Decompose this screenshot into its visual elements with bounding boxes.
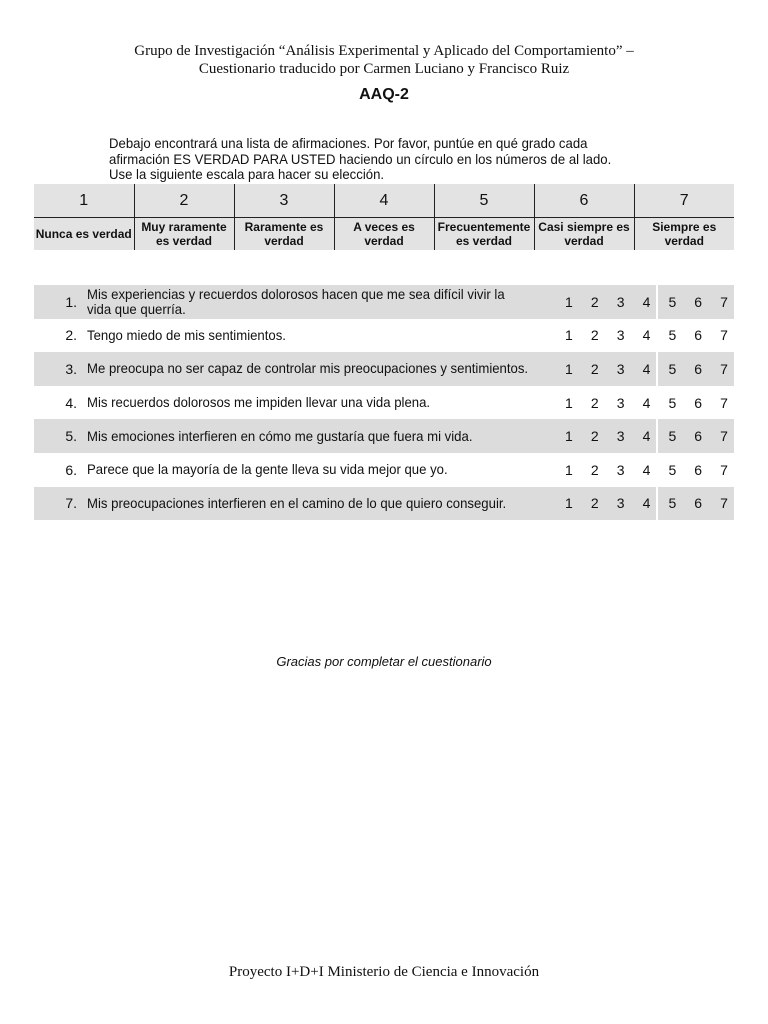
rating-option[interactable]: 6 [694,293,703,310]
rating-option[interactable]: 7 [720,293,728,310]
rating-option[interactable]: 4 [642,394,651,411]
rating-options [556,352,734,386]
header-line-1: Grupo de Investigación “Análisis Experimental y Aplicado del Comportamiento” – [134,43,634,59]
rating-option[interactable]: 6 [694,394,703,411]
item-number: 3. [65,360,77,377]
rating-option[interactable]: 3 [616,461,625,478]
rating-option[interactable]: 4 [642,360,651,377]
scale-label: Muy raramente es verdad [134,218,234,251]
rating-option[interactable]: 4 [642,428,651,445]
rating-option[interactable]: 2 [590,495,599,512]
rating-option[interactable]: 2 [590,428,599,445]
item-number: 7. [65,495,77,512]
rating-option[interactable]: 1 [565,428,573,445]
item-text: Mis emociones interfieren en cómo me gustaría que fuera mi vida. [87,427,473,444]
rating-option[interactable]: 6 [694,327,703,344]
rating-option[interactable]: 5 [668,495,677,512]
rating-option[interactable]: 4 [642,461,651,478]
rating-option[interactable]: 7 [720,428,728,445]
header-line-2: Cuestionario traducido por Carmen Luciano y Francisco Ruiz [198,61,570,77]
item-text: Tengo miedo de mis sentimientos. [87,326,286,343]
rating-option[interactable]: 5 [668,293,677,310]
instructions-text: Debajo encontrará una lista de afirmaciones. Por favor, puntúe en qué grado cada afirmación ES VERDAD PARA USTED haciendo un círculo en los números de al lado. Use la siguiente escala para hacer su elección. [109,135,612,182]
rating-options [556,487,734,521]
item-number: 4. [65,394,77,411]
scale-number: 3 [234,184,334,218]
scale-number: 1 [34,184,134,218]
rating-scale-table [34,184,734,250]
rating-options [556,419,734,453]
item-list [34,285,734,520]
thank-you-message: Gracias por completar el cuestionario [276,654,492,669]
rating-option[interactable]: 5 [668,461,677,478]
item-text: Mis experiencias y recuerdos dolorosos hacen que me sea difícil vivir la vida que querría. [87,285,505,317]
document-footer: Proyecto I+D+I Ministerio de Ciencia e Innovación [228,964,540,980]
rating-option[interactable]: 3 [616,428,625,445]
scale-number: 4 [334,184,434,218]
rating-option[interactable]: 7 [720,394,728,411]
rating-option[interactable]: 3 [616,394,625,411]
rating-option[interactable]: 1 [565,394,573,411]
rating-option[interactable]: 5 [668,360,677,377]
question-row [34,386,734,420]
question-row [34,487,734,521]
question-row [34,352,734,386]
scale-label: Siempre es verdad [634,218,734,251]
scale-number: 5 [434,184,534,218]
item-number: 5. [65,428,77,445]
rating-option[interactable]: 3 [616,293,625,310]
scale-number: 2 [134,184,234,218]
rating-options [556,453,734,487]
scale-label: Frecuentemente es verdad [434,218,534,251]
rating-options [556,319,734,353]
document-header [0,42,768,78]
rating-option[interactable]: 1 [565,461,573,478]
scale-number: 7 [634,184,734,218]
rating-option[interactable]: 3 [616,360,625,377]
item-number: 6. [65,461,77,478]
rating-option[interactable]: 6 [694,428,703,445]
scale-label: Raramente es verdad [234,218,334,251]
item-number: 1. [65,293,77,310]
rating-option[interactable]: 1 [565,495,573,512]
rating-option[interactable]: 4 [642,495,651,512]
question-row [34,319,734,353]
rating-option[interactable]: 2 [590,293,599,310]
rating-option[interactable]: 6 [694,360,703,377]
rating-option[interactable]: 7 [720,360,728,377]
rating-option[interactable]: 5 [668,394,677,411]
rating-option[interactable]: 1 [565,293,573,310]
rating-option[interactable]: 3 [616,495,625,512]
questionnaire-title: AAQ-2 [359,86,409,103]
item-text: Mis recuerdos dolorosos me impiden llevar una vida plena. [87,394,431,411]
question-row [34,285,734,319]
rating-option[interactable]: 2 [590,327,599,344]
rating-option[interactable]: 6 [694,495,703,512]
rating-option[interactable]: 2 [590,360,599,377]
item-text: Mis preocupaciones interfieren en el camino de lo que quiero conseguir. [87,494,507,511]
rating-option[interactable]: 1 [565,327,573,344]
question-row [34,419,734,453]
rating-option[interactable]: 5 [668,327,677,344]
item-text: Me preocupa no ser capaz de controlar mis preocupaciones y sentimientos. [87,360,529,377]
rating-options [556,386,734,420]
scale-number: 6 [534,184,634,218]
rating-options [556,285,734,319]
rating-option[interactable]: 6 [694,461,703,478]
rating-option[interactable]: 4 [642,293,651,310]
rating-option[interactable]: 2 [590,461,599,478]
rating-option[interactable]: 2 [590,394,599,411]
rating-option[interactable]: 1 [565,360,573,377]
rating-option[interactable]: 7 [720,495,728,512]
rating-option[interactable]: 7 [720,327,728,344]
item-text: Parece que la mayoría de la gente lleva su vida mejor que yo. [87,461,448,478]
rating-option[interactable]: 3 [616,327,625,344]
rating-option[interactable]: 5 [668,428,677,445]
question-row [34,453,734,487]
scale-label: Nunca es verdad [34,218,134,251]
scale-label: Casi siempre es verdad [534,218,634,251]
rating-option[interactable]: 4 [642,327,651,344]
rating-option[interactable]: 7 [720,461,728,478]
scale-label: A veces es verdad [334,218,434,251]
item-number: 2. [65,327,77,344]
